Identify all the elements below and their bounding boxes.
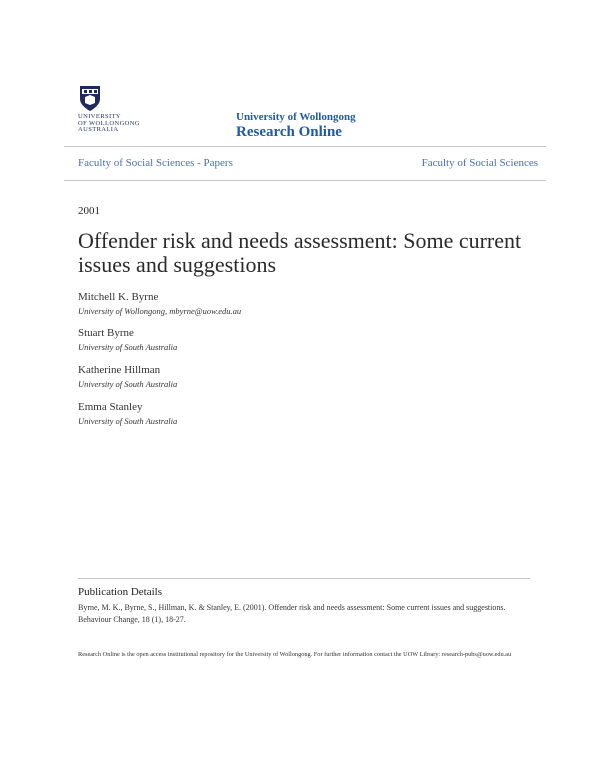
author-affiliation: University of South Australia bbox=[78, 379, 178, 389]
author-name: Emma Stanley bbox=[78, 401, 143, 413]
author-affiliation: University of Wollongong, mbyrne@uow.edu.au bbox=[78, 306, 242, 316]
logo-line-2: OF WOLLONGONG bbox=[78, 119, 140, 127]
header-divider-top bbox=[64, 146, 546, 147]
author-name: Katherine Hillman bbox=[78, 364, 161, 376]
publication-divider bbox=[78, 578, 530, 579]
logo-wordmark bbox=[78, 114, 140, 134]
university-crest-icon bbox=[78, 84, 102, 112]
university-logo bbox=[78, 84, 144, 136]
author-name: Mitchell K. Byrne bbox=[78, 291, 159, 303]
repository-footer: Research Online is the open access institutional repository for the University of Wollongong. For further information contact the UOW Library: research-pubs@uow.edu.au bbox=[78, 651, 512, 658]
publication-details-heading: Publication Details bbox=[78, 586, 163, 598]
author-name: Stuart Byrne bbox=[78, 327, 134, 339]
author-affiliation: University of South Australia bbox=[78, 416, 178, 426]
university-name[interactable]: University of Wollongong bbox=[236, 111, 356, 123]
paper-title: Offender risk and needs assessment: Some current issues and suggestions bbox=[78, 228, 522, 277]
publication-year: 2001 bbox=[78, 205, 100, 217]
faculty-link[interactable]: Faculty of Social Sciences bbox=[421, 157, 538, 169]
publication-details-text: Byrne, M. K., Byrne, S., Hillman, K. & Stanley, E. (2001). Offender risk and needs assessment: Some current issues and suggestions. Behaviour Change, 18 (1), 18-27. bbox=[78, 603, 506, 624]
author-affiliation: University of South Australia bbox=[78, 342, 178, 352]
repository-name[interactable]: Research Online bbox=[236, 124, 342, 140]
logo-line-1: UNIVERSITY bbox=[78, 113, 121, 120]
header-divider-bottom bbox=[64, 180, 546, 181]
logo-line-3: AUSTRALIA bbox=[78, 126, 119, 133]
faculty-papers-link[interactable]: Faculty of Social Sciences - Papers bbox=[78, 157, 233, 169]
